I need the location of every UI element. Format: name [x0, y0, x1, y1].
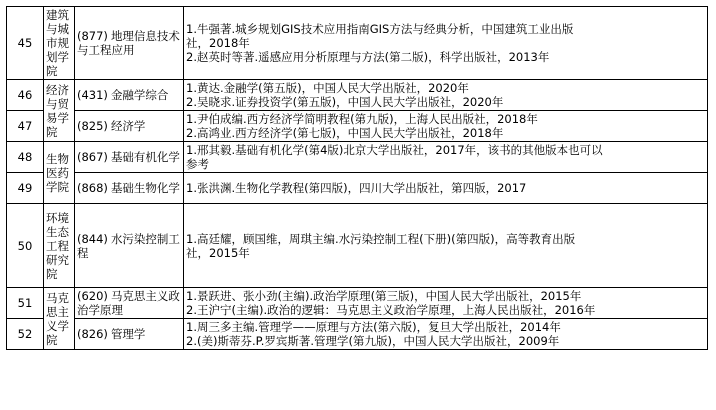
course-name: 马克思主义政治学原理: [77, 289, 180, 317]
college-name: 经济与贸易学院: [44, 80, 75, 142]
course-name: 基础生物化学: [110, 181, 180, 195]
course-code: (868): [77, 181, 108, 195]
course-name: 水污染控制工程: [77, 231, 180, 260]
row-number: 51: [7, 288, 44, 319]
reference-books: [184, 111, 708, 142]
book-line: 1.黄达.金融学(第五版)，中国人民大学出版社，2020年: [186, 81, 469, 95]
course-cell: [75, 80, 184, 111]
row-number: 49: [7, 173, 44, 204]
book-line: 社，2018年: [186, 36, 250, 50]
course-code: (844): [77, 231, 108, 246]
row-number: 52: [7, 319, 44, 350]
course-name: 金融学综合: [110, 88, 169, 102]
college-name: 环境生态工程研究院: [44, 204, 75, 288]
course-name: 地理信息技术与工程应用: [77, 29, 180, 57]
course-cell: [75, 142, 184, 173]
book-line: 2.王沪宁(主编).政治的逻辑：马克思主义政治学原理，上海人民出版社，2016年: [186, 303, 596, 317]
course-name: 基础有机化学: [110, 150, 180, 164]
table-row: [7, 319, 708, 350]
course-code: (620): [77, 289, 108, 303]
table-row: [7, 173, 708, 204]
course-code: (431): [77, 88, 108, 102]
book-line: 1.邢其毅.基础有机化学(第4版)北京大学出版社，2017年，该书的其他版本也可以: [186, 143, 603, 157]
course-cell: [75, 7, 184, 80]
college-name: 马克思主义学院: [44, 288, 75, 350]
reference-books: [184, 204, 708, 288]
book-line: 1.张洪渊.生物化学教程(第四版)，四川大学出版社，第四版，2017: [186, 181, 527, 195]
book-line: 参考: [186, 157, 209, 171]
course-code: (877): [77, 29, 108, 43]
book-line: 2.(美)斯蒂芬.P.罗宾斯著.管理学(第九版)，中国人民大学出版社，2009年: [186, 334, 560, 348]
course-cell: [75, 111, 184, 142]
row-number: 47: [7, 111, 44, 142]
course-cell: [75, 319, 184, 350]
course-cell: [75, 173, 184, 204]
row-number: 50: [7, 204, 44, 288]
row-number: 48: [7, 142, 44, 173]
book-line: 2.吴晓求.证券投资学(第五版)，中国人民大学出版社，2020年: [186, 95, 504, 109]
course-cell: [75, 204, 184, 288]
reference-books: [184, 142, 708, 173]
row-number: 45: [7, 7, 44, 80]
course-code: (867): [77, 150, 108, 164]
reference-books: [184, 319, 708, 350]
course-code: (826): [77, 327, 108, 341]
college-name: 生物医药学院: [44, 142, 75, 204]
table-row: [7, 288, 708, 319]
book-line: 1.周三多主编.管理学——原理与方法(第六版)，复旦大学出版社，2014年: [186, 320, 561, 334]
reference-books: [184, 7, 708, 80]
course-name: 经济学: [110, 119, 146, 133]
book-line: 1.尹伯成编.西方经济学简明教程(第九版)，上海人民出版社，2018年: [186, 112, 538, 126]
book-line: 1.高廷耀，顾国维，周琪主编.水污染控制工程(下册)(第四版)，高等教育出版: [186, 231, 576, 246]
reference-books: [184, 80, 708, 111]
book-line: 1.牛强著.城乡规划GIS技术应用指南GIS方法与经典分析，中国建筑工业出版: [186, 22, 574, 36]
table-row: [7, 204, 708, 288]
row-number: 46: [7, 80, 44, 111]
book-line: 1.景跃进、张小劲(主编).政治学原理(第三版)，中国人民大学出版社，2015年: [186, 289, 582, 303]
table-row: [7, 111, 708, 142]
table-row: [7, 7, 708, 80]
book-line: 社，2015年: [186, 245, 250, 260]
reference-books: [184, 288, 708, 319]
table-row: [7, 142, 708, 173]
course-cell: [75, 288, 184, 319]
course-code: (825): [77, 119, 108, 133]
book-line: 2.高鸿业.西方经济学(第七版)，中国人民大学出版社，2018年: [186, 126, 504, 140]
reference-books: [184, 173, 708, 204]
course-name: 管理学: [110, 327, 146, 341]
table-row: [7, 80, 708, 111]
bibliography-table: [6, 6, 708, 350]
book-line: 2.赵英时等著.遥感应用分析原理与方法(第二版)，科学出版社，2013年: [186, 50, 550, 64]
college-name: 建筑与城市规划学院: [44, 7, 75, 80]
